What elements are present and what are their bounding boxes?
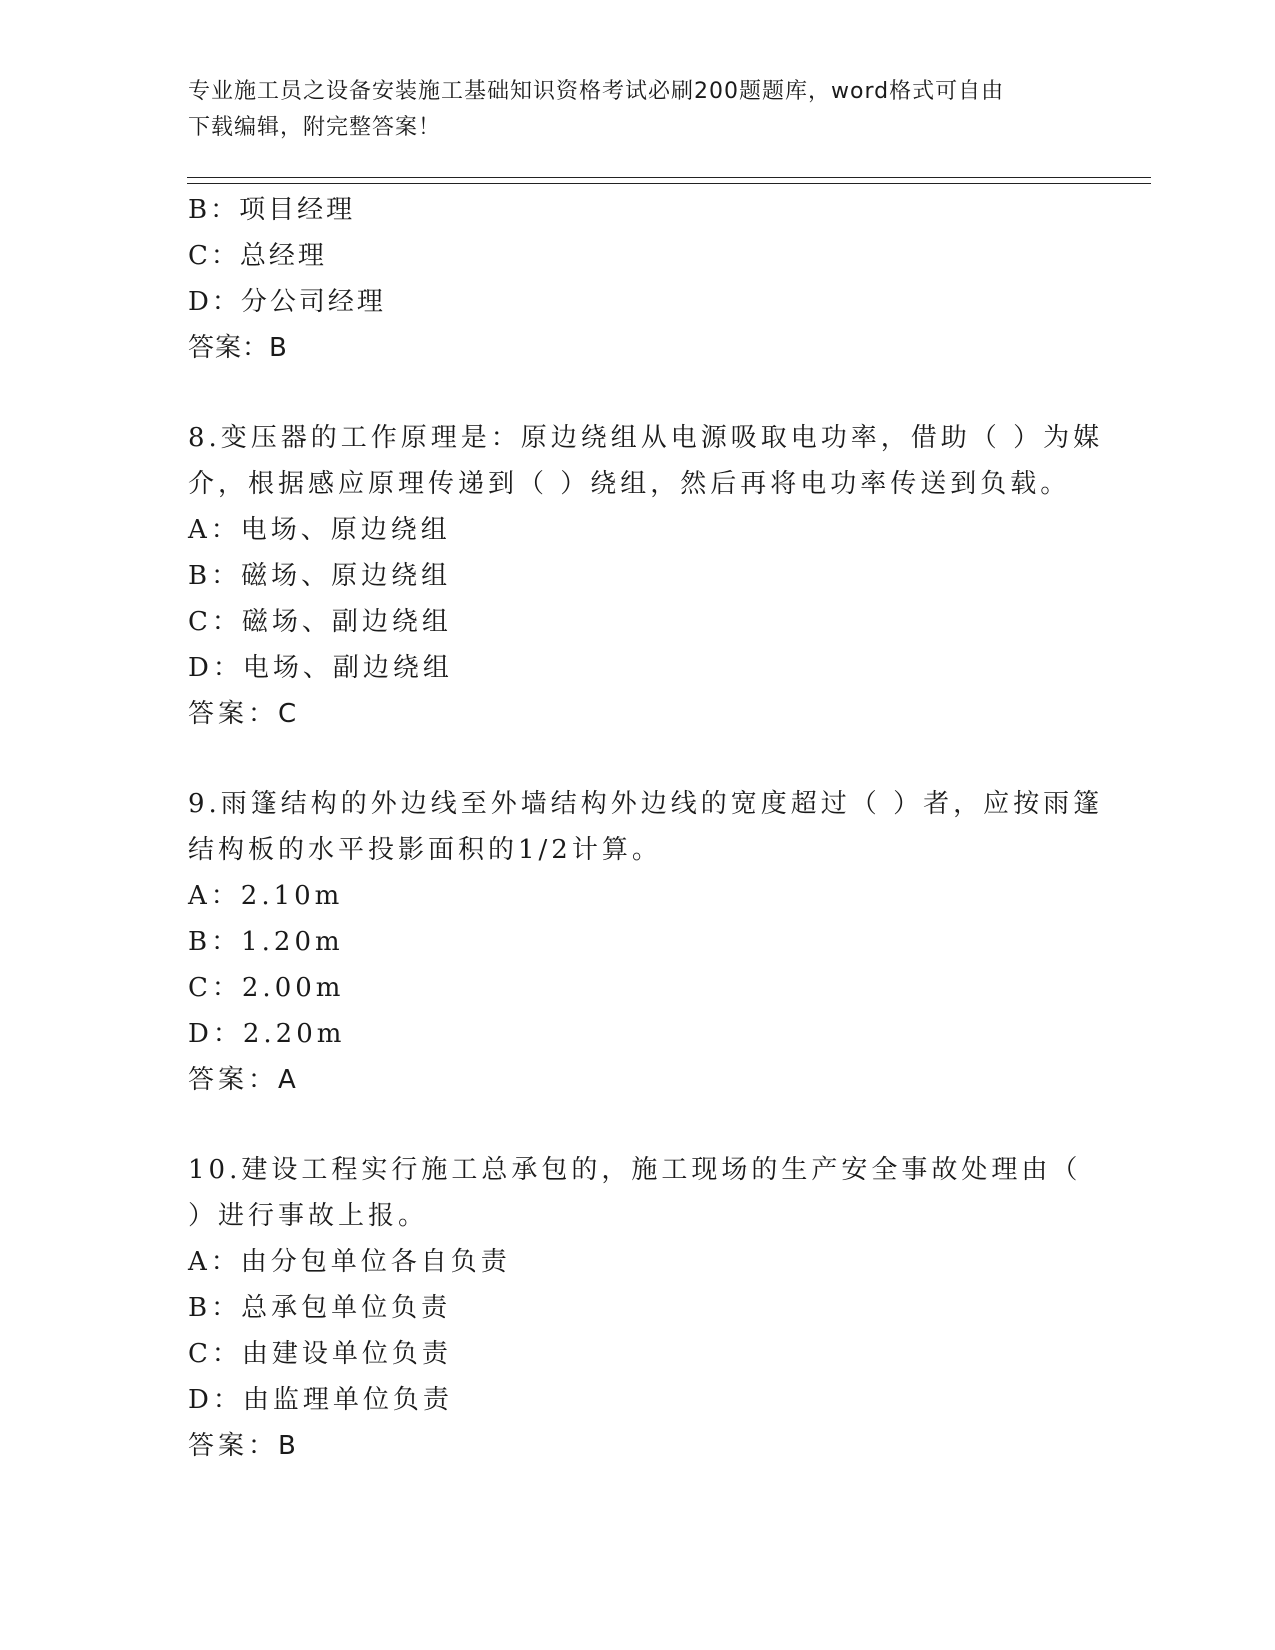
option-d: D：分公司经理 xyxy=(188,287,386,317)
option-c: C：磁场、副边绕组 xyxy=(188,607,452,637)
answer: 答案：B xyxy=(188,1431,300,1461)
question-10 xyxy=(188,1147,1088,1469)
answer: 答案：B xyxy=(188,333,288,363)
question-list xyxy=(188,187,1104,1469)
option-c: C：总经理 xyxy=(188,241,327,271)
option-b: B：总承包单位负责 xyxy=(188,1293,452,1323)
option-a: A：由分包单位各自负责 xyxy=(188,1247,511,1277)
answer: 答案：A xyxy=(188,1065,300,1095)
option-b: B：项目经理 xyxy=(188,195,356,225)
question-text-line-2: ）进行事故上报。 xyxy=(188,1201,429,1231)
question-fragment xyxy=(188,187,1088,371)
option-c: C：由建设单位负责 xyxy=(188,1339,452,1369)
option-c: C：2.00m xyxy=(188,973,345,1003)
option-a: A：2.10m xyxy=(188,881,344,911)
header-line-1: 专业施工员之设备安装施工基础知识资格考试必刷200题题库，word格式可自由 xyxy=(188,79,1005,104)
option-d: D：由监理单位负责 xyxy=(188,1385,453,1415)
header-rule-bottom xyxy=(187,183,1151,184)
question-text-line-1: 10.建设工程实行施工总承包的，施工现场的生产安全事故处理由（ xyxy=(188,1155,1082,1185)
option-d: D：电场、副边绕组 xyxy=(188,653,453,683)
question-text-line-1: 9.雨篷结构的外边线至外墙结构外边线的宽度超过（ ）者，应按雨篷 xyxy=(188,789,1104,819)
answer: 答案：C xyxy=(188,699,301,729)
option-b: B：1.20m xyxy=(188,927,344,957)
option-b: B：磁场、原边绕组 xyxy=(188,561,452,591)
question-text-line-2: 介，根据感应原理传递到（ ）绕组，然后再将电功率传送到负载。 xyxy=(188,469,1071,499)
option-a: A：电场、原边绕组 xyxy=(188,515,451,545)
question-9 xyxy=(188,781,1104,1103)
option-d: D：2.20m xyxy=(188,1019,346,1049)
header-rule-top xyxy=(187,177,1151,178)
question-text-line-1: 8.变压器的工作原理是：原边绕组从电源吸取电功率，借助（ ）为媒 xyxy=(188,423,1104,453)
document-header xyxy=(188,74,1068,146)
header-line-2: 下载编辑，附完整答案！ xyxy=(188,115,442,140)
question-8 xyxy=(188,415,1104,737)
question-text-line-2: 结构板的水平投影面积的1/2计算。 xyxy=(188,835,662,865)
